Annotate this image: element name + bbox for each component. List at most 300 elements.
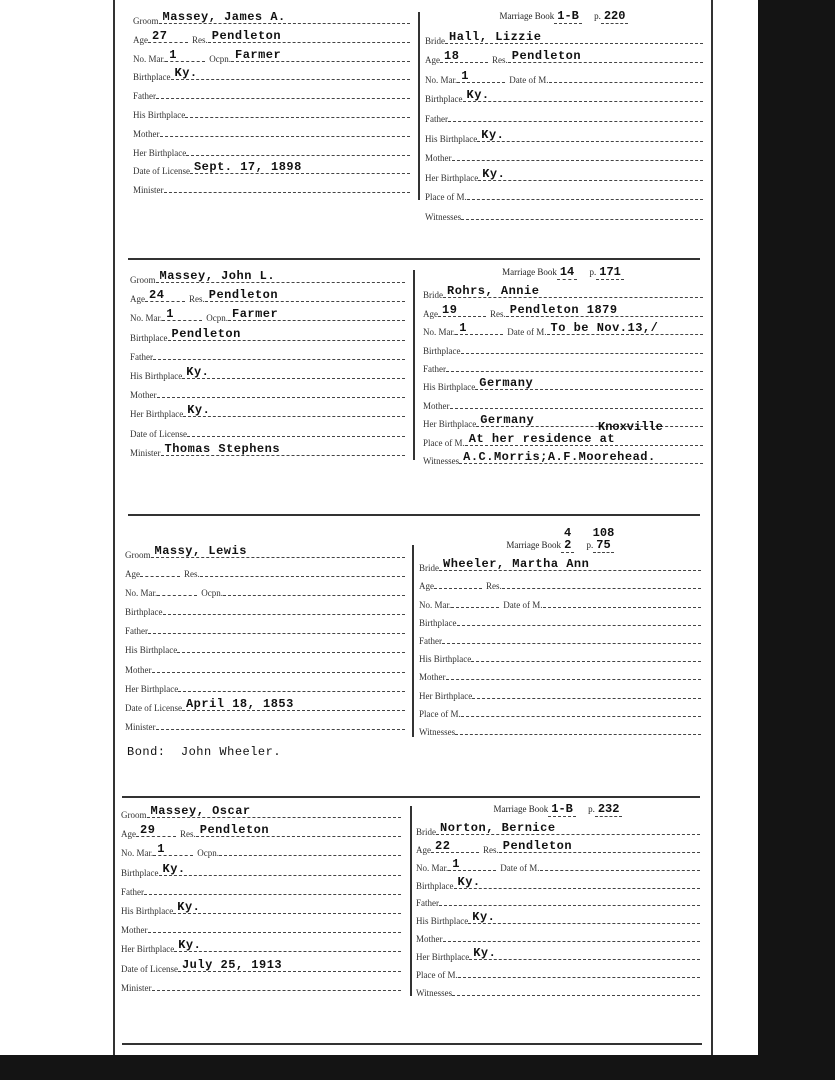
book-number — [557, 265, 577, 280]
field-value-box — [439, 891, 700, 906]
field-value: Ky. — [481, 127, 505, 142]
bride-field — [416, 874, 700, 891]
field-value: 27 — [152, 28, 168, 43]
field-value-box — [152, 658, 406, 673]
field-value: Farmer — [232, 307, 279, 322]
field-value-box — [173, 899, 401, 914]
field-label: Her Birthplace — [133, 147, 187, 158]
field-value-box — [458, 963, 700, 978]
book-value: 2 — [564, 538, 572, 552]
card-divider — [410, 806, 412, 996]
bride-field — [419, 556, 701, 573]
field-value-box — [450, 394, 704, 409]
bride-field — [419, 574, 701, 591]
bride-field — [425, 107, 703, 124]
field-value-box — [161, 441, 406, 456]
field-label: Birthplace — [125, 607, 163, 618]
groom-field — [133, 28, 410, 45]
field-value: 1 — [157, 842, 165, 857]
field-label: Father — [419, 635, 442, 646]
field-value-box — [436, 820, 700, 835]
groom-field — [133, 84, 410, 101]
field-value: April 18, 1853 — [185, 696, 294, 711]
field-value: Ky. — [187, 403, 211, 418]
field-value-box — [451, 593, 499, 608]
field-value-box — [502, 574, 701, 589]
groom-field — [130, 326, 405, 343]
field-label: Father — [425, 113, 448, 124]
field-value: 1 — [461, 68, 469, 83]
bride-field — [416, 820, 700, 837]
groom-field — [121, 861, 401, 878]
page-label: p. — [586, 540, 594, 550]
book-value: 14 — [559, 265, 575, 279]
field-label: Mother — [419, 672, 446, 683]
field-value-box — [448, 856, 496, 871]
field-value: Ky. — [162, 861, 186, 876]
field-label: Age — [130, 294, 145, 305]
field-label: Date of M. — [507, 327, 547, 338]
bride-field — [416, 909, 700, 926]
bride-field — [423, 283, 703, 300]
field-value: Wheeler, Martha Ann — [443, 557, 590, 572]
field-label: Ocpn. — [206, 313, 228, 324]
groom-field — [121, 937, 401, 954]
field-value-box — [547, 320, 704, 335]
field-value-box — [159, 9, 411, 24]
field-label: Her Birthplace — [130, 409, 184, 420]
field-value: A.C.Morris;A.F.Moorehead. — [463, 449, 656, 464]
field-label: Place of M. — [416, 970, 458, 981]
field-label: Res. — [483, 844, 499, 855]
bride-field — [419, 665, 701, 682]
field-value-box — [452, 981, 700, 996]
groom-field — [125, 715, 405, 732]
bride-field — [423, 339, 703, 356]
field-value: 1 — [452, 856, 460, 871]
groom-field — [125, 581, 405, 598]
field-value: 29 — [140, 823, 156, 838]
scan-border-bottom — [0, 1055, 835, 1080]
field-value: Ky. — [482, 166, 506, 181]
field-value-box — [454, 874, 701, 889]
field-value: Massey, James A. — [162, 10, 286, 24]
bride-field — [423, 394, 703, 411]
field-value: 24 — [149, 288, 165, 303]
field-value: Pendleton — [208, 288, 279, 303]
field-value-box — [148, 619, 405, 634]
groom-field — [130, 402, 405, 419]
field-value-box — [185, 103, 410, 118]
field-value-box — [190, 159, 410, 174]
field-value-box — [446, 665, 702, 680]
field-label: Mother — [121, 925, 148, 936]
field-value-box — [455, 720, 701, 735]
groom-field — [130, 345, 405, 362]
field-label: No. Mar. — [423, 327, 456, 338]
marriage-book-line — [425, 9, 703, 29]
bride-field — [416, 927, 700, 944]
field-value: Ky. — [472, 910, 496, 925]
field-value-box — [151, 543, 406, 558]
field-label: No. Mar. — [419, 599, 452, 610]
field-label: His Birthplace — [419, 654, 472, 665]
groom-field — [130, 306, 405, 323]
book-value: 1-B — [551, 802, 573, 816]
bride-field — [425, 68, 703, 85]
field-label: Date of License — [125, 702, 182, 713]
groom-field — [133, 103, 410, 120]
field-label: Groom — [121, 810, 147, 820]
field-label: Date of License — [130, 428, 187, 439]
field-value-box — [540, 856, 701, 871]
field-label: Groom — [125, 550, 151, 560]
bride-field — [416, 981, 700, 998]
field-value: Massey, John L. — [159, 269, 276, 283]
field-label: Age — [416, 844, 431, 855]
bride-field — [419, 611, 701, 628]
field-value-box — [178, 677, 405, 692]
groom-field — [121, 918, 401, 935]
field-value-box — [148, 28, 188, 43]
groom-field — [125, 638, 405, 655]
field-value-box — [187, 422, 405, 437]
field-label: Ocpn. — [197, 848, 219, 859]
field-value: Pendleton — [502, 838, 573, 853]
field-label: Ocpn. — [209, 53, 231, 64]
field-value-box — [443, 283, 703, 298]
field-value-box — [160, 122, 411, 137]
field-label: No. Mar. — [130, 313, 163, 324]
bride-field — [419, 629, 701, 646]
field-label: Birthplace — [130, 332, 168, 343]
field-label: His Birthplace — [121, 905, 174, 916]
field-label: Date of License — [121, 963, 178, 974]
book-number — [561, 526, 574, 553]
field-value: Pendleton — [211, 28, 282, 43]
groom-field — [125, 677, 405, 694]
place-annotation: Knoxville — [598, 420, 663, 434]
field-value-box — [178, 957, 401, 972]
groom-field — [130, 287, 405, 304]
field-value-box — [177, 638, 405, 653]
groom-field — [133, 122, 410, 139]
field-value-box — [475, 375, 703, 390]
bride-field — [423, 449, 703, 466]
page-value: 75 — [596, 538, 611, 552]
field-value-box — [477, 127, 703, 142]
field-label: Birthplace — [133, 72, 171, 83]
field-label: Bride — [423, 290, 443, 301]
field-label: Age — [121, 829, 136, 840]
field-value-box — [147, 803, 402, 818]
book-label: Marriage Book — [493, 804, 549, 814]
field-value-box — [153, 841, 193, 856]
bride-field — [425, 48, 703, 65]
field-label: Age — [425, 55, 440, 66]
card-top-rule — [128, 258, 700, 260]
groom-field — [121, 976, 401, 993]
field-value-box — [442, 629, 701, 644]
field-value-box — [440, 48, 488, 63]
field-label: Age — [423, 308, 438, 319]
groom-field — [130, 383, 405, 400]
bride-column — [425, 9, 703, 225]
field-value-box — [461, 702, 701, 717]
field-value-box — [168, 326, 406, 341]
groom-field — [133, 65, 410, 82]
marriage-book-line — [423, 265, 703, 283]
field-value-box — [461, 205, 703, 220]
page-number — [601, 9, 629, 24]
bride-field — [425, 87, 703, 104]
bride-field — [416, 838, 700, 855]
page-edge-right — [711, 0, 713, 1055]
bride-field — [423, 320, 703, 337]
field-value: 1 — [166, 307, 174, 322]
field-value-box — [506, 302, 703, 317]
field-value-box — [452, 146, 704, 161]
field-value: At her residence at — [468, 431, 616, 446]
field-value-box — [455, 320, 503, 335]
field-value-box — [162, 306, 202, 321]
field-value-box — [549, 68, 704, 83]
field-value-box — [174, 937, 401, 952]
book-label: Marriage Book — [502, 267, 557, 277]
field-value: Ky. — [473, 946, 497, 961]
field-value: Ky. — [177, 899, 201, 914]
field-value: Farmer — [235, 47, 282, 62]
field-value-box — [182, 364, 405, 379]
field-label: Her Birthplace — [419, 690, 473, 701]
field-label: Place of M. — [425, 192, 467, 203]
field-value: Ky. — [178, 938, 202, 953]
groom-field — [130, 364, 405, 381]
field-label: Bride — [425, 35, 445, 46]
field-label: His Birthplace — [423, 382, 476, 393]
bride-column — [419, 526, 701, 738]
field-value-box — [148, 918, 402, 933]
field-value-box — [144, 880, 401, 895]
bottom-rule — [122, 1043, 702, 1045]
groom-field — [125, 619, 405, 636]
field-value: 1 — [459, 321, 467, 336]
field-value-box — [153, 345, 405, 360]
bride-field — [425, 146, 703, 163]
page-number — [596, 265, 624, 280]
field-value-box — [467, 185, 703, 200]
field-value-box — [157, 581, 197, 596]
field-value-box — [465, 431, 703, 446]
field-label: Witnesses — [416, 987, 453, 998]
page-number-above: 108 — [592, 526, 615, 540]
book-value: 1-B — [557, 9, 579, 23]
marriage-book-line — [416, 802, 700, 820]
field-value-box — [140, 562, 180, 577]
field-label: Witnesses — [419, 726, 456, 737]
field-value-box — [434, 574, 482, 589]
bride-field — [425, 185, 703, 202]
field-value-box — [461, 339, 704, 354]
field-value: Pendleton 1879 — [509, 302, 618, 317]
groom-field — [133, 141, 410, 158]
field-label: Mother — [133, 128, 160, 139]
field-value-box — [468, 909, 700, 924]
field-label: Birthplace — [419, 617, 457, 628]
groom-field — [125, 543, 405, 560]
field-label: Res. — [184, 569, 200, 580]
page-value: 171 — [599, 265, 621, 279]
field-value-box — [476, 412, 703, 427]
card-top-rule — [128, 514, 700, 516]
page-label: p. — [588, 804, 595, 814]
field-label: His Birthplace — [416, 916, 469, 927]
groom-field — [121, 841, 401, 858]
field-label: Bride — [416, 826, 436, 837]
field-value: Pendleton — [511, 49, 582, 64]
book-label: Marriage Book — [506, 540, 562, 550]
page-number — [595, 802, 623, 817]
field-value: 1 — [169, 47, 177, 62]
field-value: Ky. — [174, 66, 198, 81]
field-label: Birthplace — [416, 880, 454, 891]
bride-field — [425, 29, 703, 46]
field-label: Birthplace — [423, 345, 461, 356]
field-value-box — [196, 822, 401, 837]
field-label: Father — [133, 91, 156, 102]
groom-field — [125, 658, 405, 675]
field-value-box — [472, 684, 701, 699]
field-label: Father — [416, 898, 439, 909]
field-value-box — [438, 302, 486, 317]
bride-field — [423, 375, 703, 392]
groom-column — [130, 268, 405, 460]
field-label: Place of M. — [423, 437, 465, 448]
card-top-rule — [122, 796, 700, 798]
page-edge-left — [113, 0, 115, 1055]
field-value-box — [156, 268, 406, 283]
card-divider — [412, 545, 414, 737]
page-label: p. — [589, 267, 597, 277]
field-label: Age — [133, 34, 148, 45]
field-label: Age — [125, 569, 140, 580]
field-label: Res. — [189, 294, 205, 305]
groom-field — [133, 9, 410, 26]
field-label: Date of M. — [500, 862, 540, 873]
field-value-box — [186, 141, 410, 156]
book-number — [554, 9, 582, 24]
field-value: July 25, 1913 — [181, 957, 283, 972]
bride-field — [425, 166, 703, 183]
field-label: Date of License — [133, 166, 190, 177]
field-value: Ky. — [466, 88, 490, 103]
field-value-box — [457, 68, 505, 83]
groom-field — [125, 600, 405, 617]
field-value-box — [445, 29, 703, 44]
bride-field — [416, 963, 700, 980]
page-label: p. — [594, 11, 601, 21]
groom-field — [133, 178, 410, 195]
field-label: His Birthplace — [133, 109, 186, 120]
field-value-box — [478, 166, 703, 181]
field-label: His Birthplace — [130, 370, 183, 381]
field-label: Date of M. — [503, 599, 543, 610]
bride-field — [419, 593, 701, 610]
groom-field — [133, 47, 410, 64]
field-value-box — [471, 647, 701, 662]
field-value-box — [463, 87, 704, 102]
field-value: Rohrs, Annie — [447, 284, 540, 299]
field-value: Norton, Bernice — [440, 820, 556, 835]
field-label: Mother — [130, 390, 157, 401]
groom-field — [130, 268, 405, 285]
field-label: Age — [419, 581, 434, 592]
field-label: Father — [121, 886, 144, 897]
field-value-box — [208, 28, 410, 43]
field-value: 18 — [444, 49, 460, 64]
field-value-box — [469, 945, 700, 960]
field-label: Mother — [416, 934, 443, 945]
field-value: Ky. — [186, 364, 210, 379]
field-value-box — [171, 65, 411, 80]
field-label: Minister — [133, 185, 164, 196]
field-value-box — [446, 357, 703, 372]
field-value-box — [228, 306, 405, 321]
field-value: 19 — [442, 302, 458, 317]
field-label: Bride — [419, 563, 439, 574]
bride-field — [423, 357, 703, 374]
field-value-box — [205, 287, 405, 302]
field-value-box — [200, 562, 405, 577]
field-value: 22 — [435, 838, 451, 853]
book-number — [548, 802, 576, 817]
field-value-box — [231, 47, 410, 62]
groom-field — [133, 159, 410, 176]
groom-field — [121, 957, 401, 974]
bride-field — [416, 856, 700, 873]
field-value: Thomas Stephens — [164, 441, 281, 456]
field-value-box — [157, 383, 406, 398]
field-value-box — [459, 449, 703, 464]
field-label: Witnesses — [423, 455, 460, 466]
field-label: Groom — [130, 275, 156, 285]
field-value-box — [183, 402, 405, 417]
groom-column — [133, 9, 410, 197]
field-label: Father — [125, 626, 148, 637]
field-label: His Birthplace — [125, 645, 178, 656]
field-label: Father — [423, 363, 446, 374]
groom-column — [121, 803, 401, 995]
field-value-box — [159, 861, 402, 876]
field-value: Germany — [480, 413, 535, 428]
page-value: 220 — [603, 9, 626, 23]
book-label: Marriage Book — [499, 11, 555, 21]
field-value-box — [156, 84, 410, 99]
field-value-box — [152, 976, 402, 991]
groom-field — [121, 880, 401, 897]
groom-field — [130, 422, 405, 439]
field-label: Mother — [125, 664, 152, 675]
field-value: Germany — [479, 376, 534, 391]
field-label: Res. — [486, 581, 502, 592]
field-value-box — [219, 841, 401, 856]
field-value: Massey, Oscar — [150, 804, 251, 818]
groom-field — [121, 803, 401, 820]
field-label: Birthplace — [121, 867, 159, 878]
card-divider — [418, 12, 420, 200]
page-number — [592, 526, 615, 553]
field-label: No. Mar. — [125, 588, 158, 599]
